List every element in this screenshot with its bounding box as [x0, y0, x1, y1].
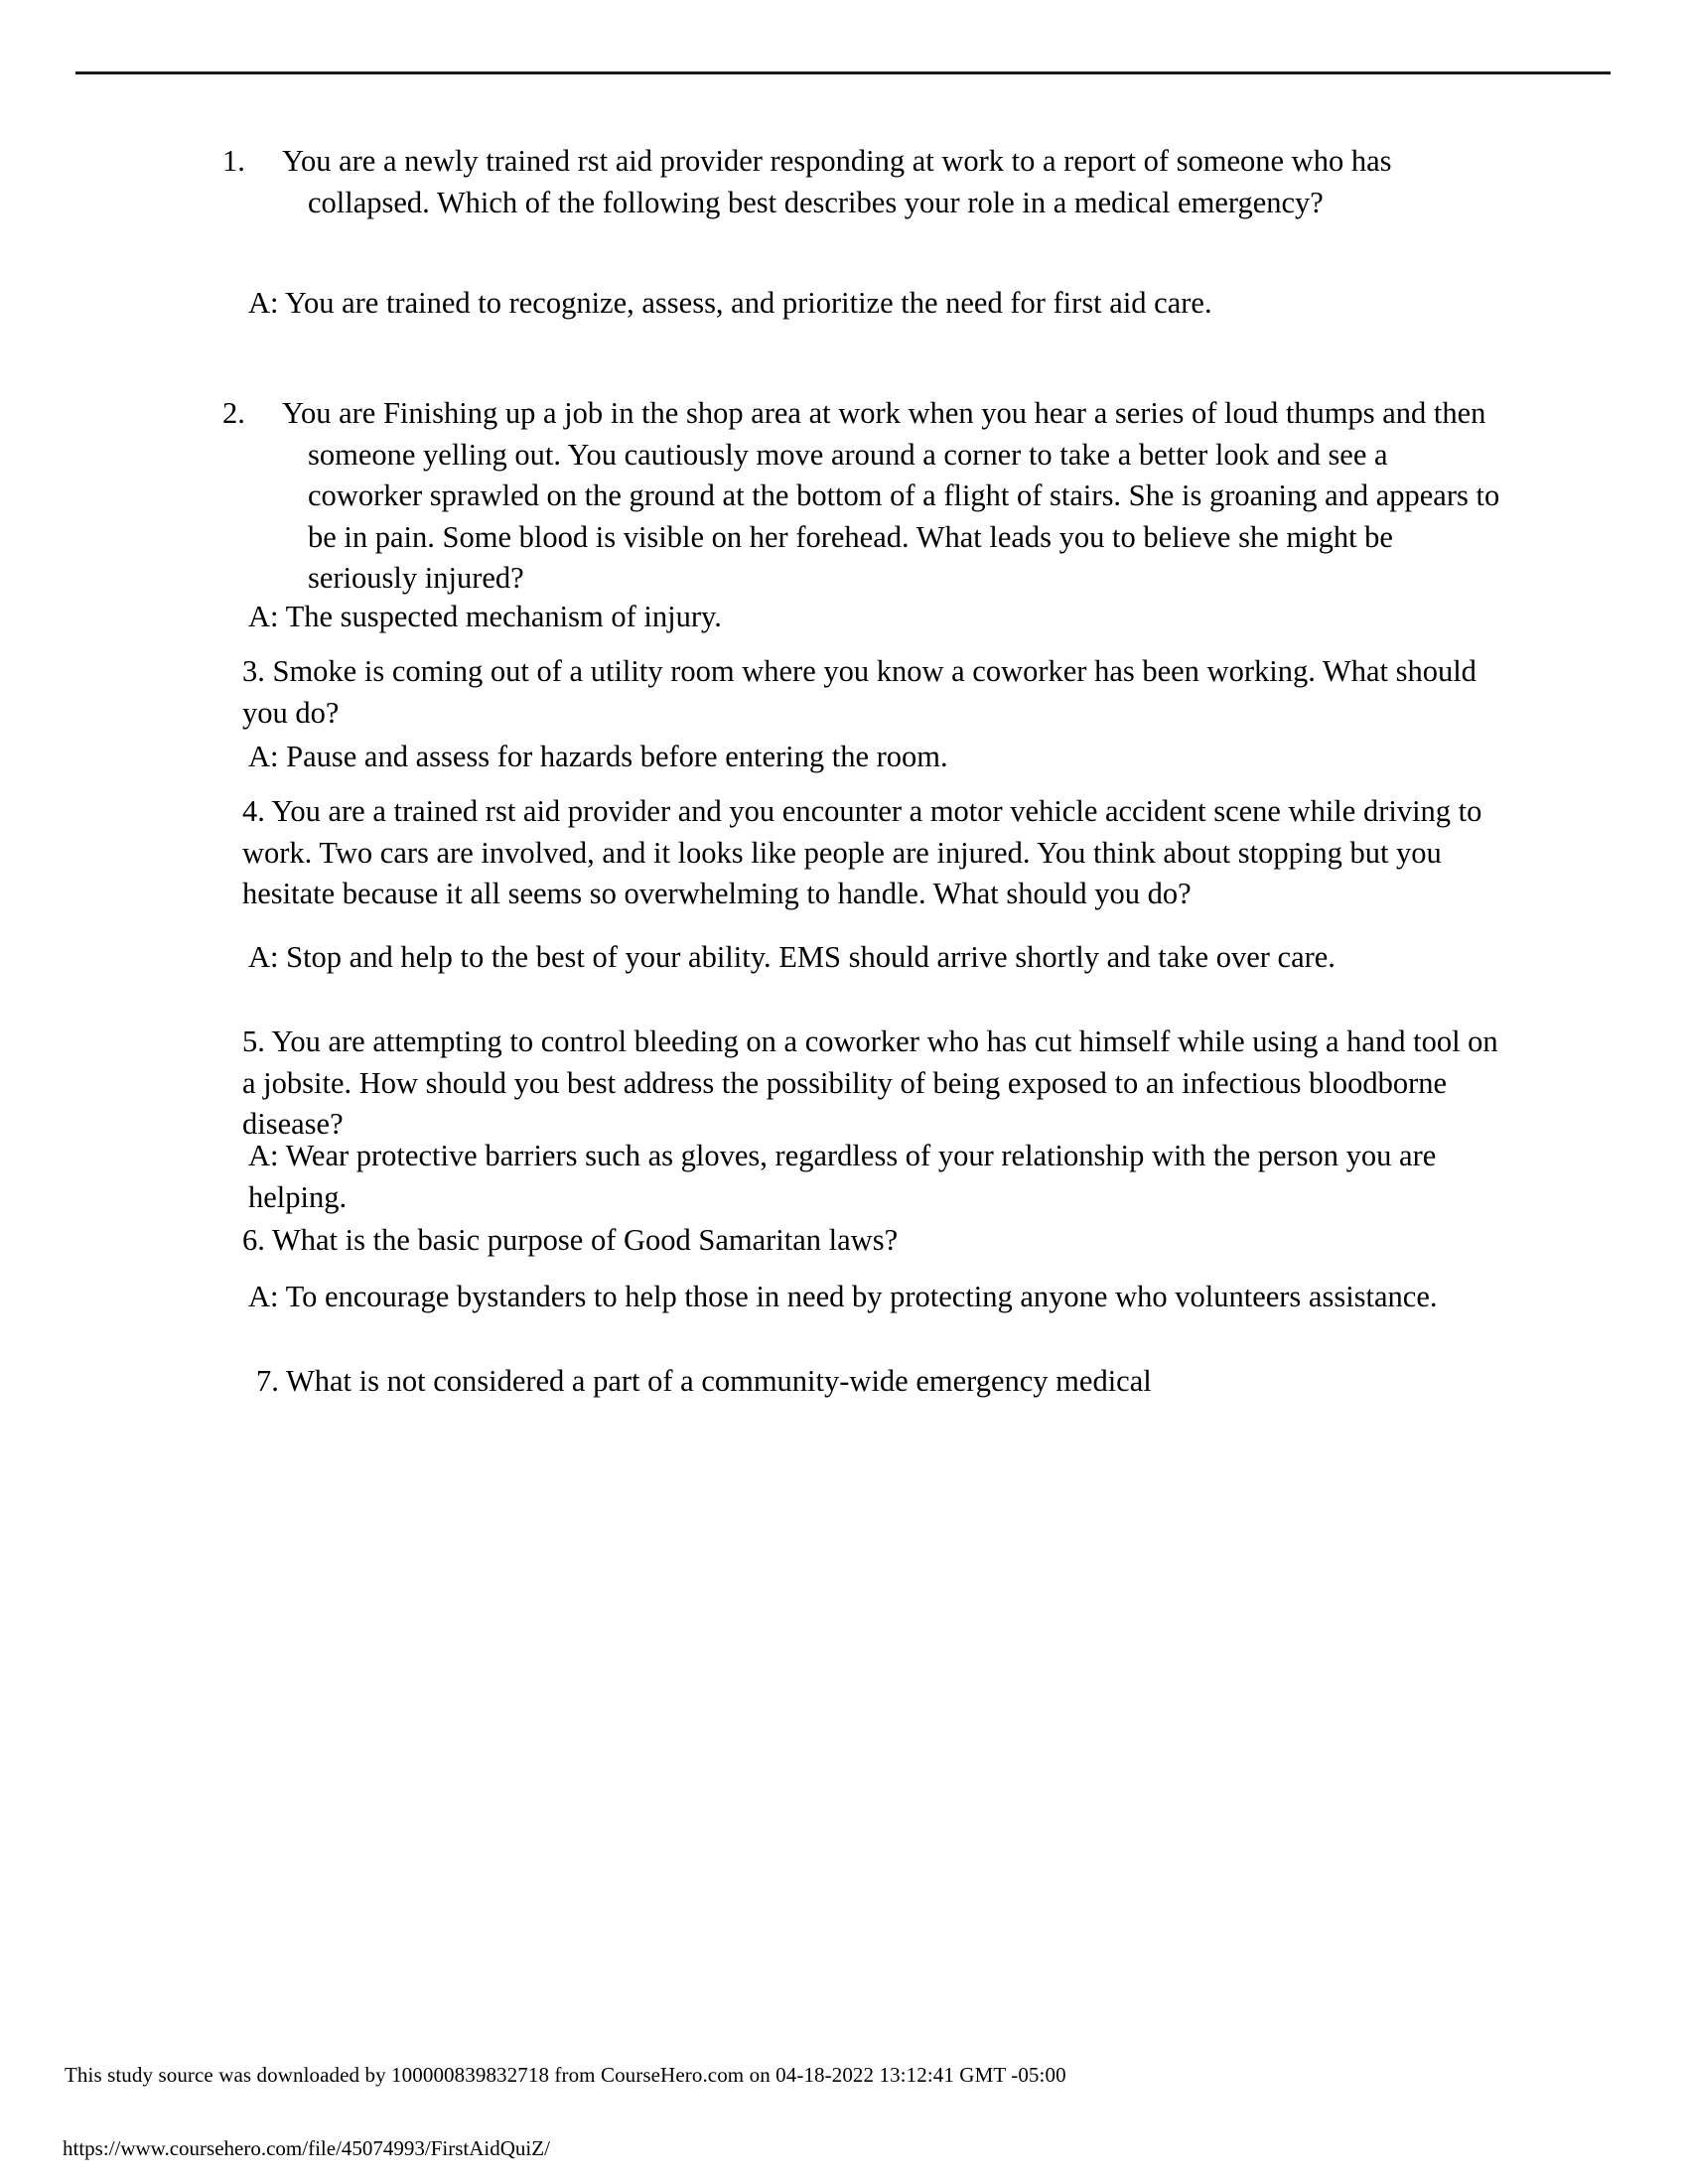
answer-4: A: Stop and help to the best of your ability. EMS should arrive shortly and take over care. — [248, 940, 1336, 974]
question-3: 3. Smoke is coming out of a utility room where you know a coworker has been working. What should you do? — [242, 654, 1477, 730]
question-7: 7. What is not considered a part of a community-wide emergency medical — [256, 1364, 1152, 1398]
question-4: 4. You are a trained rst aid provider and you encounter a motor vehicle accident scene while driving to work. Two cars are involved, and it looks like people are injured. You think about stopping but you hesitate because it all seems so overwhelming to handle. What should you do? — [242, 794, 1482, 910]
answer-2: A: The suspected mechanism of injury. — [248, 600, 722, 633]
answer-6: A: To encourage bystanders to help those in need by protecting anyone who volunteers assistance. — [248, 1280, 1438, 1313]
question-2-text: You are Finishing up a job in the shop area at work when you hear a series of loud thumps and then someone yelling out. You cautiously move around a corner to take a better look and see a coworker sprawled on the ground at the bottom of a flight of stairs. She is groaning and appears to be in pain. Some blood is visible on her forehead. What leads you to believe she might be seriously injured? — [282, 396, 1500, 595]
source-url[interactable]: https://www.coursehero.com/file/45074993/FirstAidQuiZ/ — [63, 2136, 550, 2160]
numbered-item-1 — [0, 141, 1688, 223]
answer-1: A: You are trained to recognize, assess, and prioritize the need for first aid care. — [248, 286, 1212, 320]
answer-5: A: Wear protective barriers such as gloves, regardless of your relationship with the person you are helping. — [248, 1139, 1437, 1214]
list-marker-1: 1. — [222, 144, 245, 178]
numbered-item-2 — [0, 393, 1688, 600]
list-marker-2: 2. — [222, 396, 245, 430]
answer-3: A: Pause and assess for hazards before entering the room. — [248, 740, 948, 773]
question-5: 5. You are attempting to control bleeding on a coworker who has cut himself while using a hand tool on a jobsite. How should you best address the possibility of being exposed to an infectious bloodborne disease? — [242, 1024, 1498, 1141]
question-6: 6. What is the basic purpose of Good Samaritan laws? — [242, 1223, 899, 1257]
download-attribution: This study source was downloaded by 100000839832718 from CourseHero.com on 04-18-2022 13:12:41 GMT -05:00 — [65, 2063, 1066, 2087]
header-horizontal-rule — [75, 71, 1611, 74]
question-1-text: You are a newly trained rst aid provider responding at work to a report of someone who has collapsed. Which of the following best describes your role in a medical emergency? — [282, 144, 1392, 219]
